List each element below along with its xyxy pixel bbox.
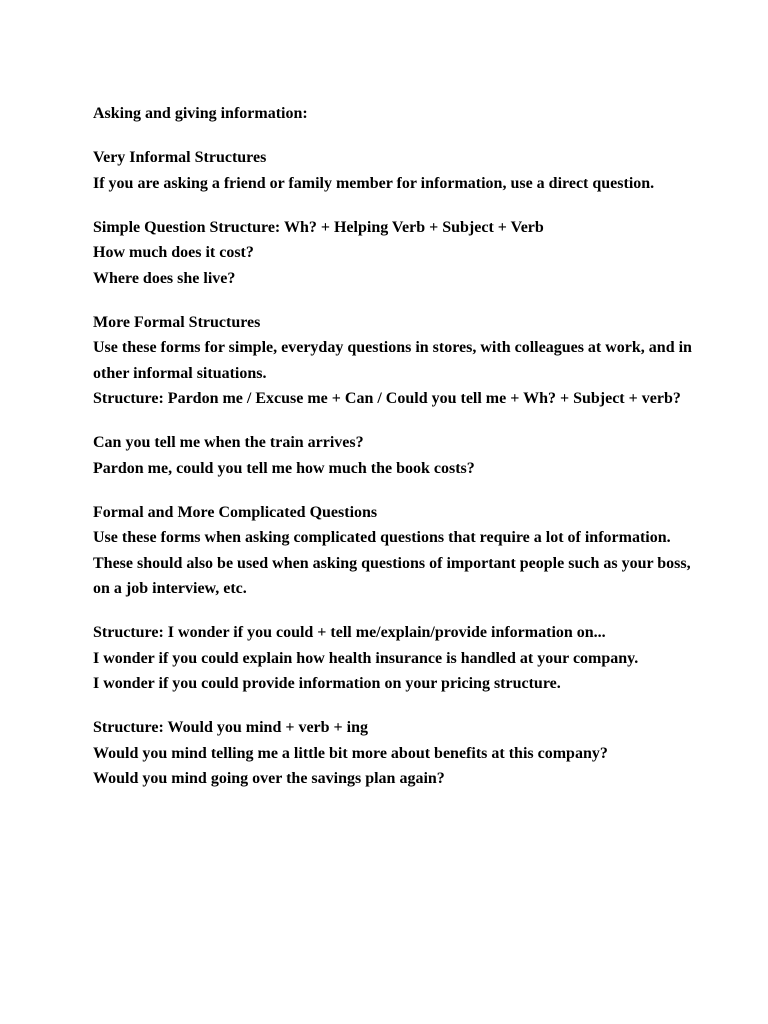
document-body — [93, 101, 693, 810]
structure-line: Structure: I wonder if you could + tell me/explain/provide information on... — [93, 624, 606, 641]
example-line: Can you tell me when the train arrives? — [93, 434, 364, 451]
example-line: Where does she live? — [93, 269, 236, 287]
paragraph: Use these forms when asking complicated questions that require a lot of information. These should also be used when asking questions of important people such as your boss, on a job interview, etc. — [93, 529, 691, 597]
example-line: I wonder if you could provide information on your pricing structure. — [93, 675, 561, 692]
section-more-formal — [93, 310, 693, 412]
section-formal-examples — [93, 430, 693, 481]
example-line: Would you mind going over the savings plan again? — [93, 770, 445, 787]
example-line: How much does it cost? — [93, 244, 254, 261]
section-very-informal — [93, 145, 693, 196]
section-simple-question — [93, 215, 693, 292]
structure-line: Structure: Would you mind + verb + ing — [93, 719, 369, 736]
document-title: Asking and giving information: — [93, 105, 308, 122]
section-heading: Very Informal Structures — [93, 149, 267, 166]
section-wonder-structure — [93, 620, 693, 697]
paragraph: Use these forms for simple, everyday questions in stores, with colleagues at work, and in other informal situations. — [93, 339, 692, 382]
section-heading: Formal and More Complicated Questions — [93, 503, 378, 521]
structure-line: Simple Question Structure: Wh? + Helping Verb + Subject + Verb — [93, 218, 544, 236]
example-line: I wonder if you could explain how health insurance is handled at your company. — [93, 649, 639, 667]
structure-line: Structure: Pardon me / Excuse me + Can / Could you tell me + Wh? + Subject + verb? — [93, 390, 681, 407]
example-line: Would you mind telling me a little bit more about benefits at this company? — [93, 744, 608, 762]
document-title-block — [93, 101, 693, 127]
section-would-you-mind — [93, 715, 693, 792]
section-complicated-questions — [93, 500, 693, 602]
section-heading: More Formal Structures — [93, 313, 261, 331]
paragraph: If you are asking a friend or family member for information, use a direct question. — [93, 174, 655, 192]
example-line: Pardon me, could you tell me how much the book costs? — [93, 459, 475, 477]
